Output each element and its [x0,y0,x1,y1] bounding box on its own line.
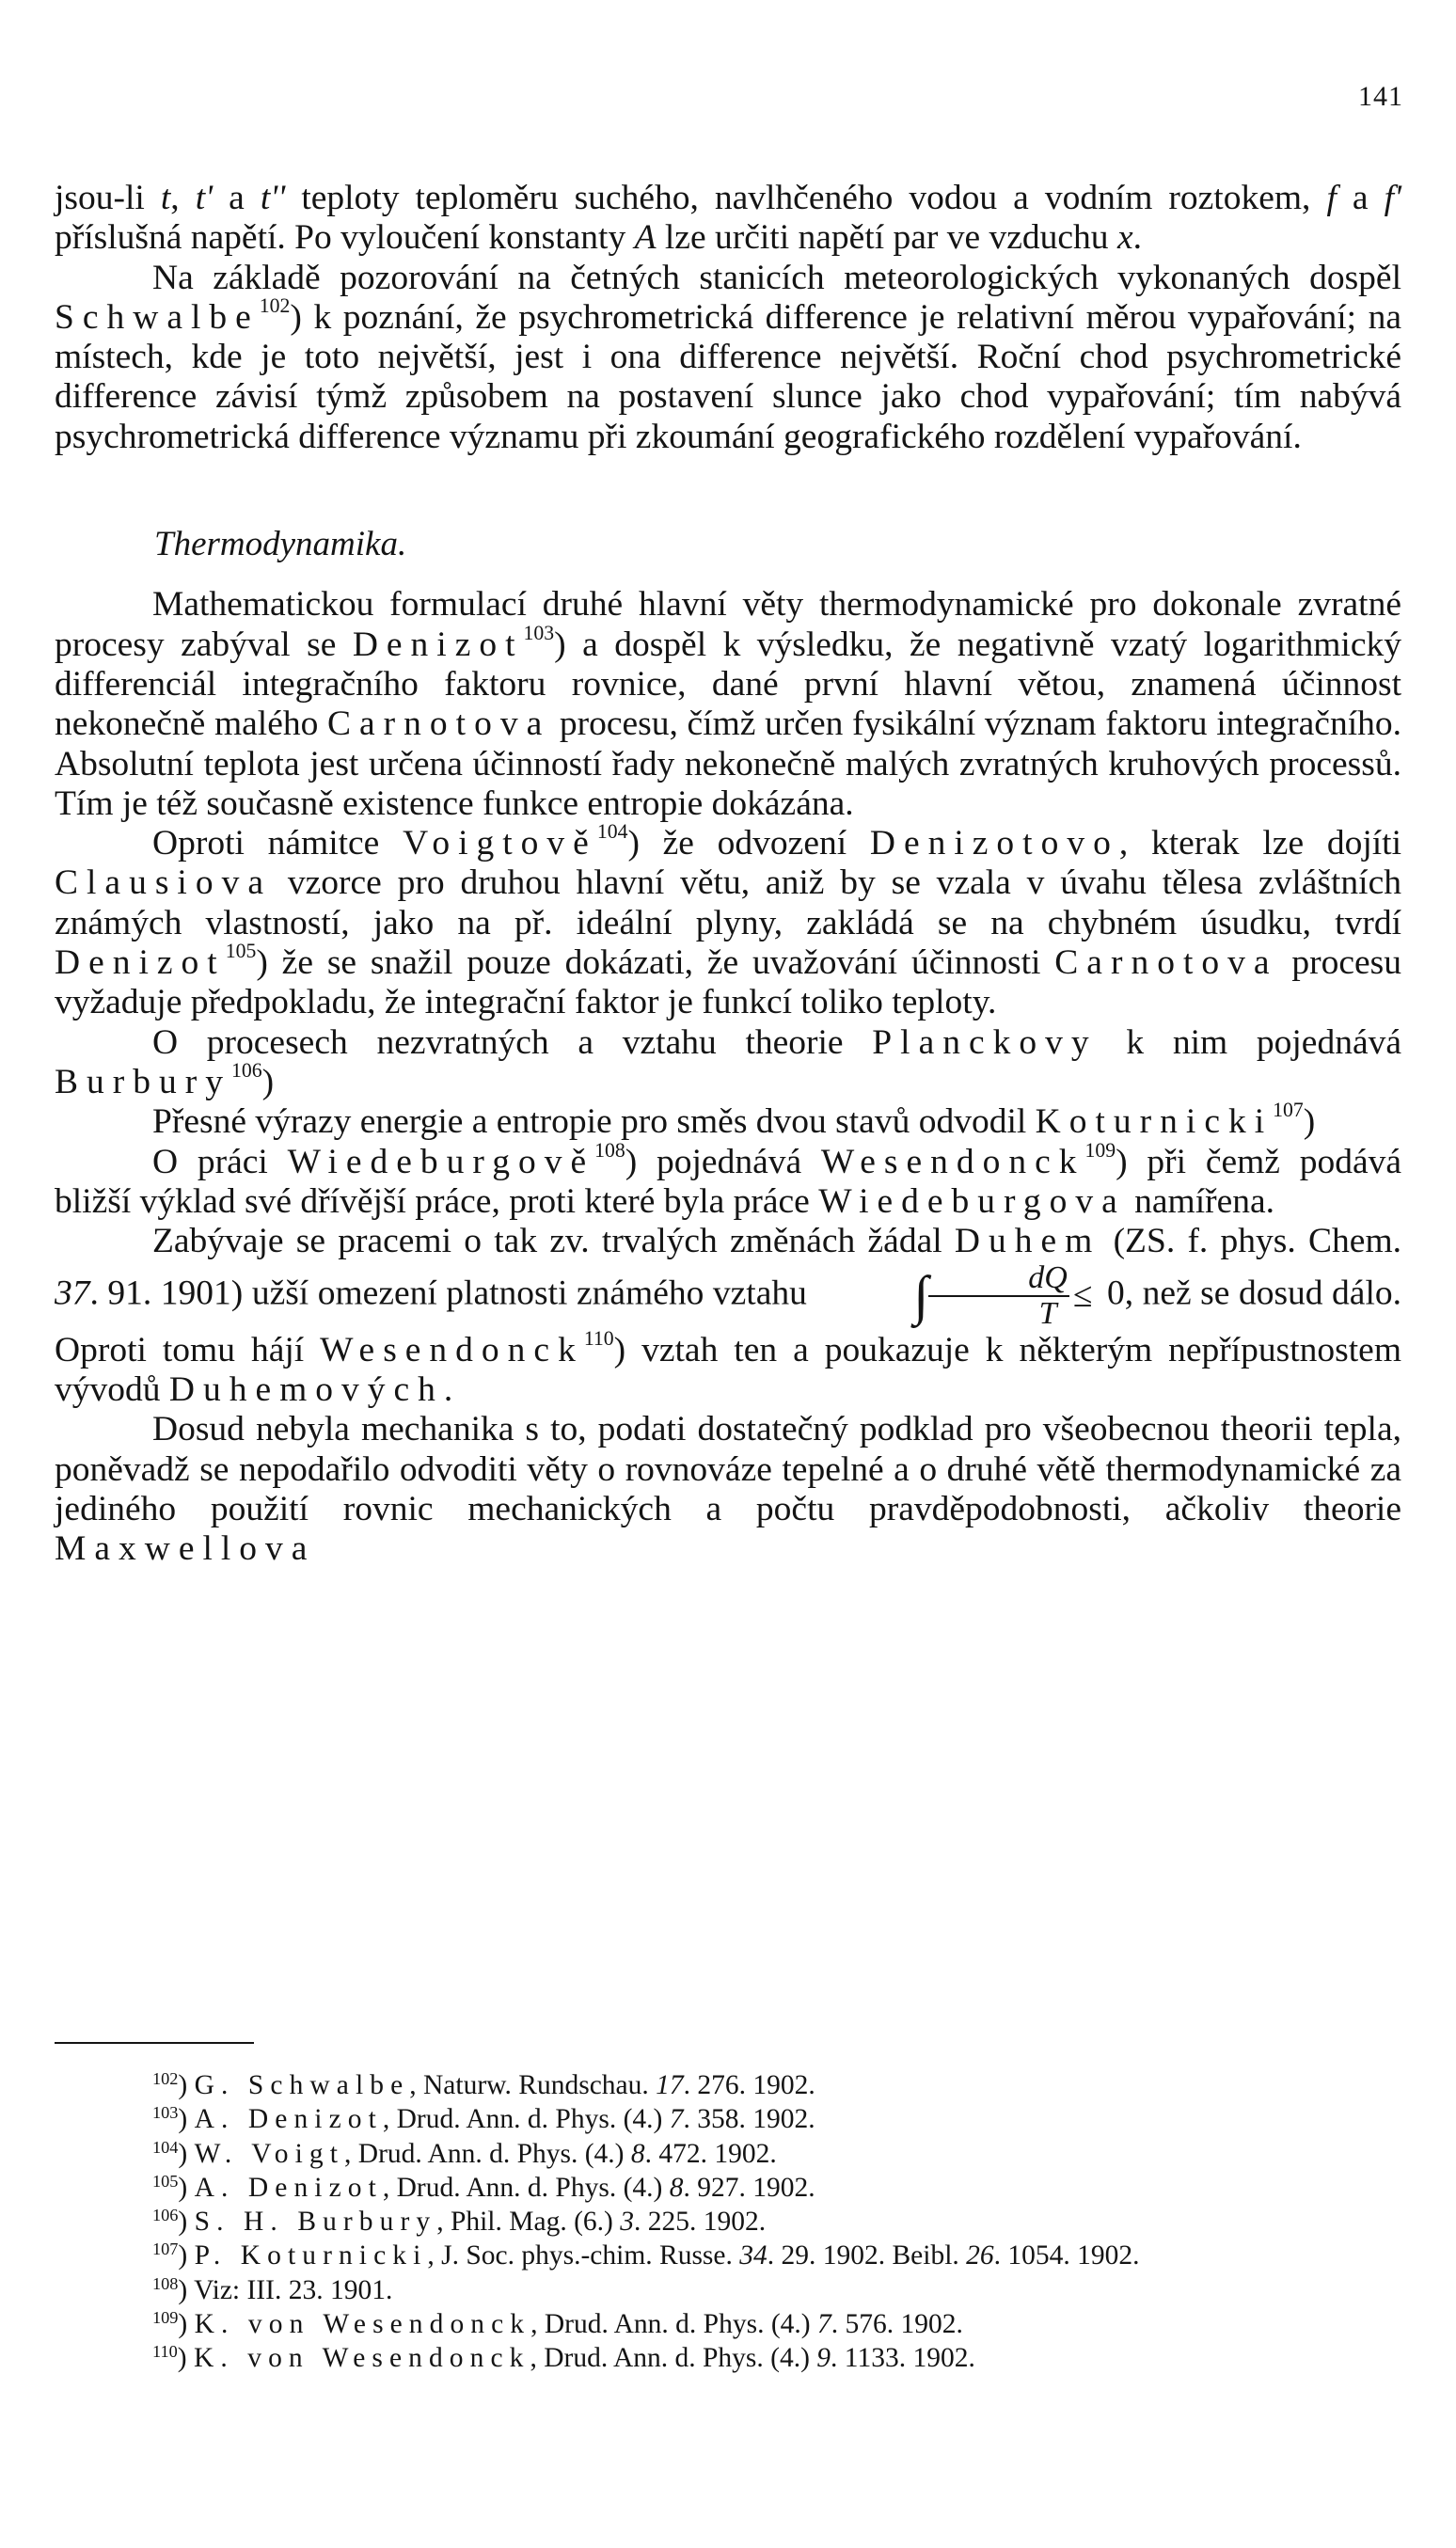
fraction-denominator: T [1038,1296,1057,1332]
footnote-ref: 107 [1273,1099,1304,1122]
author-name: Denizot [55,943,226,983]
footnote-ref: 103 [523,621,555,644]
fraction-numerator: dQ [928,1261,1069,1297]
footnote-ref: 104 [596,820,628,844]
author-name: Clausiova [55,863,272,903]
paragraph-9: Dosud nebyla mechanika s to, podati dostatečný podklad pro všeobecnou theorii tepla, poněvadž se nepodařilo odvoditi věty o rovnováze tepelné a o druhé větě thermodynamické za jediného použití rovnic mechanických a počtu pravděpodobnosti, ačkoliv theorie Maxwellova [55,1410,1401,1569]
author-name: Duhem [954,1222,1101,1261]
author-name: Maxwellova [55,1529,316,1569]
author-name: Wesendonck [320,1330,584,1369]
paragraph-8: Zabývaje se pracemi o tak zv. trvalých změnách žádal Duhem (ZS. f. phys. Chem. 37. 91. 1901) užší omezení platnosti známého vztahu ∫ $\frac{dQ}{T}$ ≤ 0, než se dosud dálo. Oproti tomu hájí Wesendonck$^{110}$) vztah ten a poukazuje k některým nepřípustnostem vývodů Duhemových. [55,1222,1401,1410]
author-name: Carnotova [327,704,551,744]
footnote-103: $^{103}$) A. Denizot, Drud. Ann. d. Phys. (4.) 7. 358. 1902. [152,2103,815,2135]
integral-formula [815,1261,1092,1330]
paragraph-4: Oproti námitce Voigtově$^{104}$) že odvození Denizotovo, kterak lze dojíti Clausiova vzorce pro druhou hlavní větu, aniž by se vzala v úvahu tělesa zvláštních známých vlastností, jako na př. ideální plyny, zakládá se na chybném úsudku, tvrdí Denizot$^{105}$) že se snažil pouze dokázati, že uvažování účinnosti Carnotova procesu vyžaduje předpokladu, že integrační faktor je funkcí toliko teploty. [55,820,1401,1022]
footnote-107: $^{107}$) P. Koturnicki, J. Soc. phys.-chim. Russe. 34. 29. 1902. Beibl. 26. 1054. 1902. [152,2239,1140,2271]
footnote-ref: 108 [594,1138,625,1162]
paragraph-2: Na základě pozorování na četných stanicích meteorologických vykonaných dospěl Schwalbe$^{102}$) k poznání, že psychrometrická difference je relativní měrou vypařování; na místech, kde je toto největší, jest i ona difference největší. Roční chod psychrometrické difference závisí týmž způsobem na postavení slunce jako chod vypařování; tím nabývá psychrometrická difference významu při zkoumání geografického rozdělení vypařování. [55,258,1401,456]
author-name: Denizot [352,625,524,664]
footnote-102: $^{102}$) G. Schwalbe, Naturw. Rundschau. 17. 276. 1902. [152,2068,815,2100]
author-name: Planckovy [872,1022,1098,1062]
footnote-109: $^{109}$) K. von Wesendonck, Drud. Ann. d. Phys. (4.) 7. 576. 1902. [152,2308,963,2340]
footnotes [55,2068,1400,2376]
integral-sign: ∫ [913,1265,929,1327]
author-name: Wesendonck [820,1142,1085,1181]
footnote-ref: 106 [231,1058,262,1082]
paragraph-3: Mathematickou formulací druhé hlavní věty thermodynamické pro dokonale zvratné procesy zabýval se Denizot$^{103}$) a dospěl k výsledku, že negativně vzatý logarithmický differenciál integračního faktoru rovnice, dané první hlavní větou, znamená účinnost nekonečně malého Carnotova procesu, čímž určen fysikální význam faktoru integračního. Absolutní teplota jest určena účinností řady nekonečně malých zvratných kruhových processů. Tím je též současně existence funkce entropie dokázána. [55,585,1401,823]
author-name: Duhemových [168,1370,444,1410]
footnote-ref: 102 [259,293,291,317]
footnote-110: $^{110}$) K. von Wesendonck, Drud. Ann. d. Phys. (4.) 9. 1133. 1902. [152,2342,975,2374]
author-name: Voigtově [403,824,597,863]
footnote-ref: 110 [583,1326,614,1350]
author-name: Koturnicki [1035,1102,1274,1142]
paragraph-6: Přesné výrazy energie a entropie pro směs dvou stavů odvodil Koturnicki$^{107}$) [152,1099,1316,1142]
author-name: Denizotovo [869,824,1119,863]
author-name: Carnotova [1054,943,1278,983]
author-name: Burbury [55,1062,231,1101]
footnote-106: $^{106}$) S. H. Burbury, Phil. Mag. (6.) 3. 225. 1902. [152,2206,767,2238]
page-number: 141 [1358,81,1403,112]
author-name: Wiedeburgově [287,1142,595,1181]
footnote-105: $^{105}$) A. Denizot, Drud. Ann. d. Phys. (4.) 8. 927. 1902. [152,2171,815,2203]
footnote-ref: 109 [1084,1138,1116,1162]
paragraph-1: jsou-li t, t' a t'' teploty teploměru suchého, navlhčeného vodou a vodním roztokem, f a f' příslušná napětí. Po vyloučení konstanty A lze určiti napětí par ve vzduchu x. [55,179,1402,258]
footnote-divider [55,2042,254,2044]
author-name: Wiedeburgova [818,1181,1126,1221]
footnote-108: $^{108}$) Viz: III. 23. 1901. [152,2273,393,2305]
leq-symbol: ≤ [1072,1275,1093,1315]
paragraph-7: O práci Wiedeburgově$^{108}$) pojednává Wesendonck$^{109}$) při čemž podává bližší výklad své dřívější práce, proti které byla práce Wiedeburgova namířena. [55,1138,1401,1221]
footnote-104: $^{104}$) W. Voigt, Drud. Ann. d. Phys. (4.) 8. 472. 1902. [152,2137,777,2169]
paragraph-5: O procesech nezvratných a vztahu theorie Planckovy k nim pojednává Burbury$^{106}$) [55,1022,1401,1101]
author-name: Schwalbe [55,297,260,337]
main-text [55,179,1401,1570]
section-heading: Thermodynamika. [154,525,407,564]
footnote-ref: 105 [225,940,257,963]
